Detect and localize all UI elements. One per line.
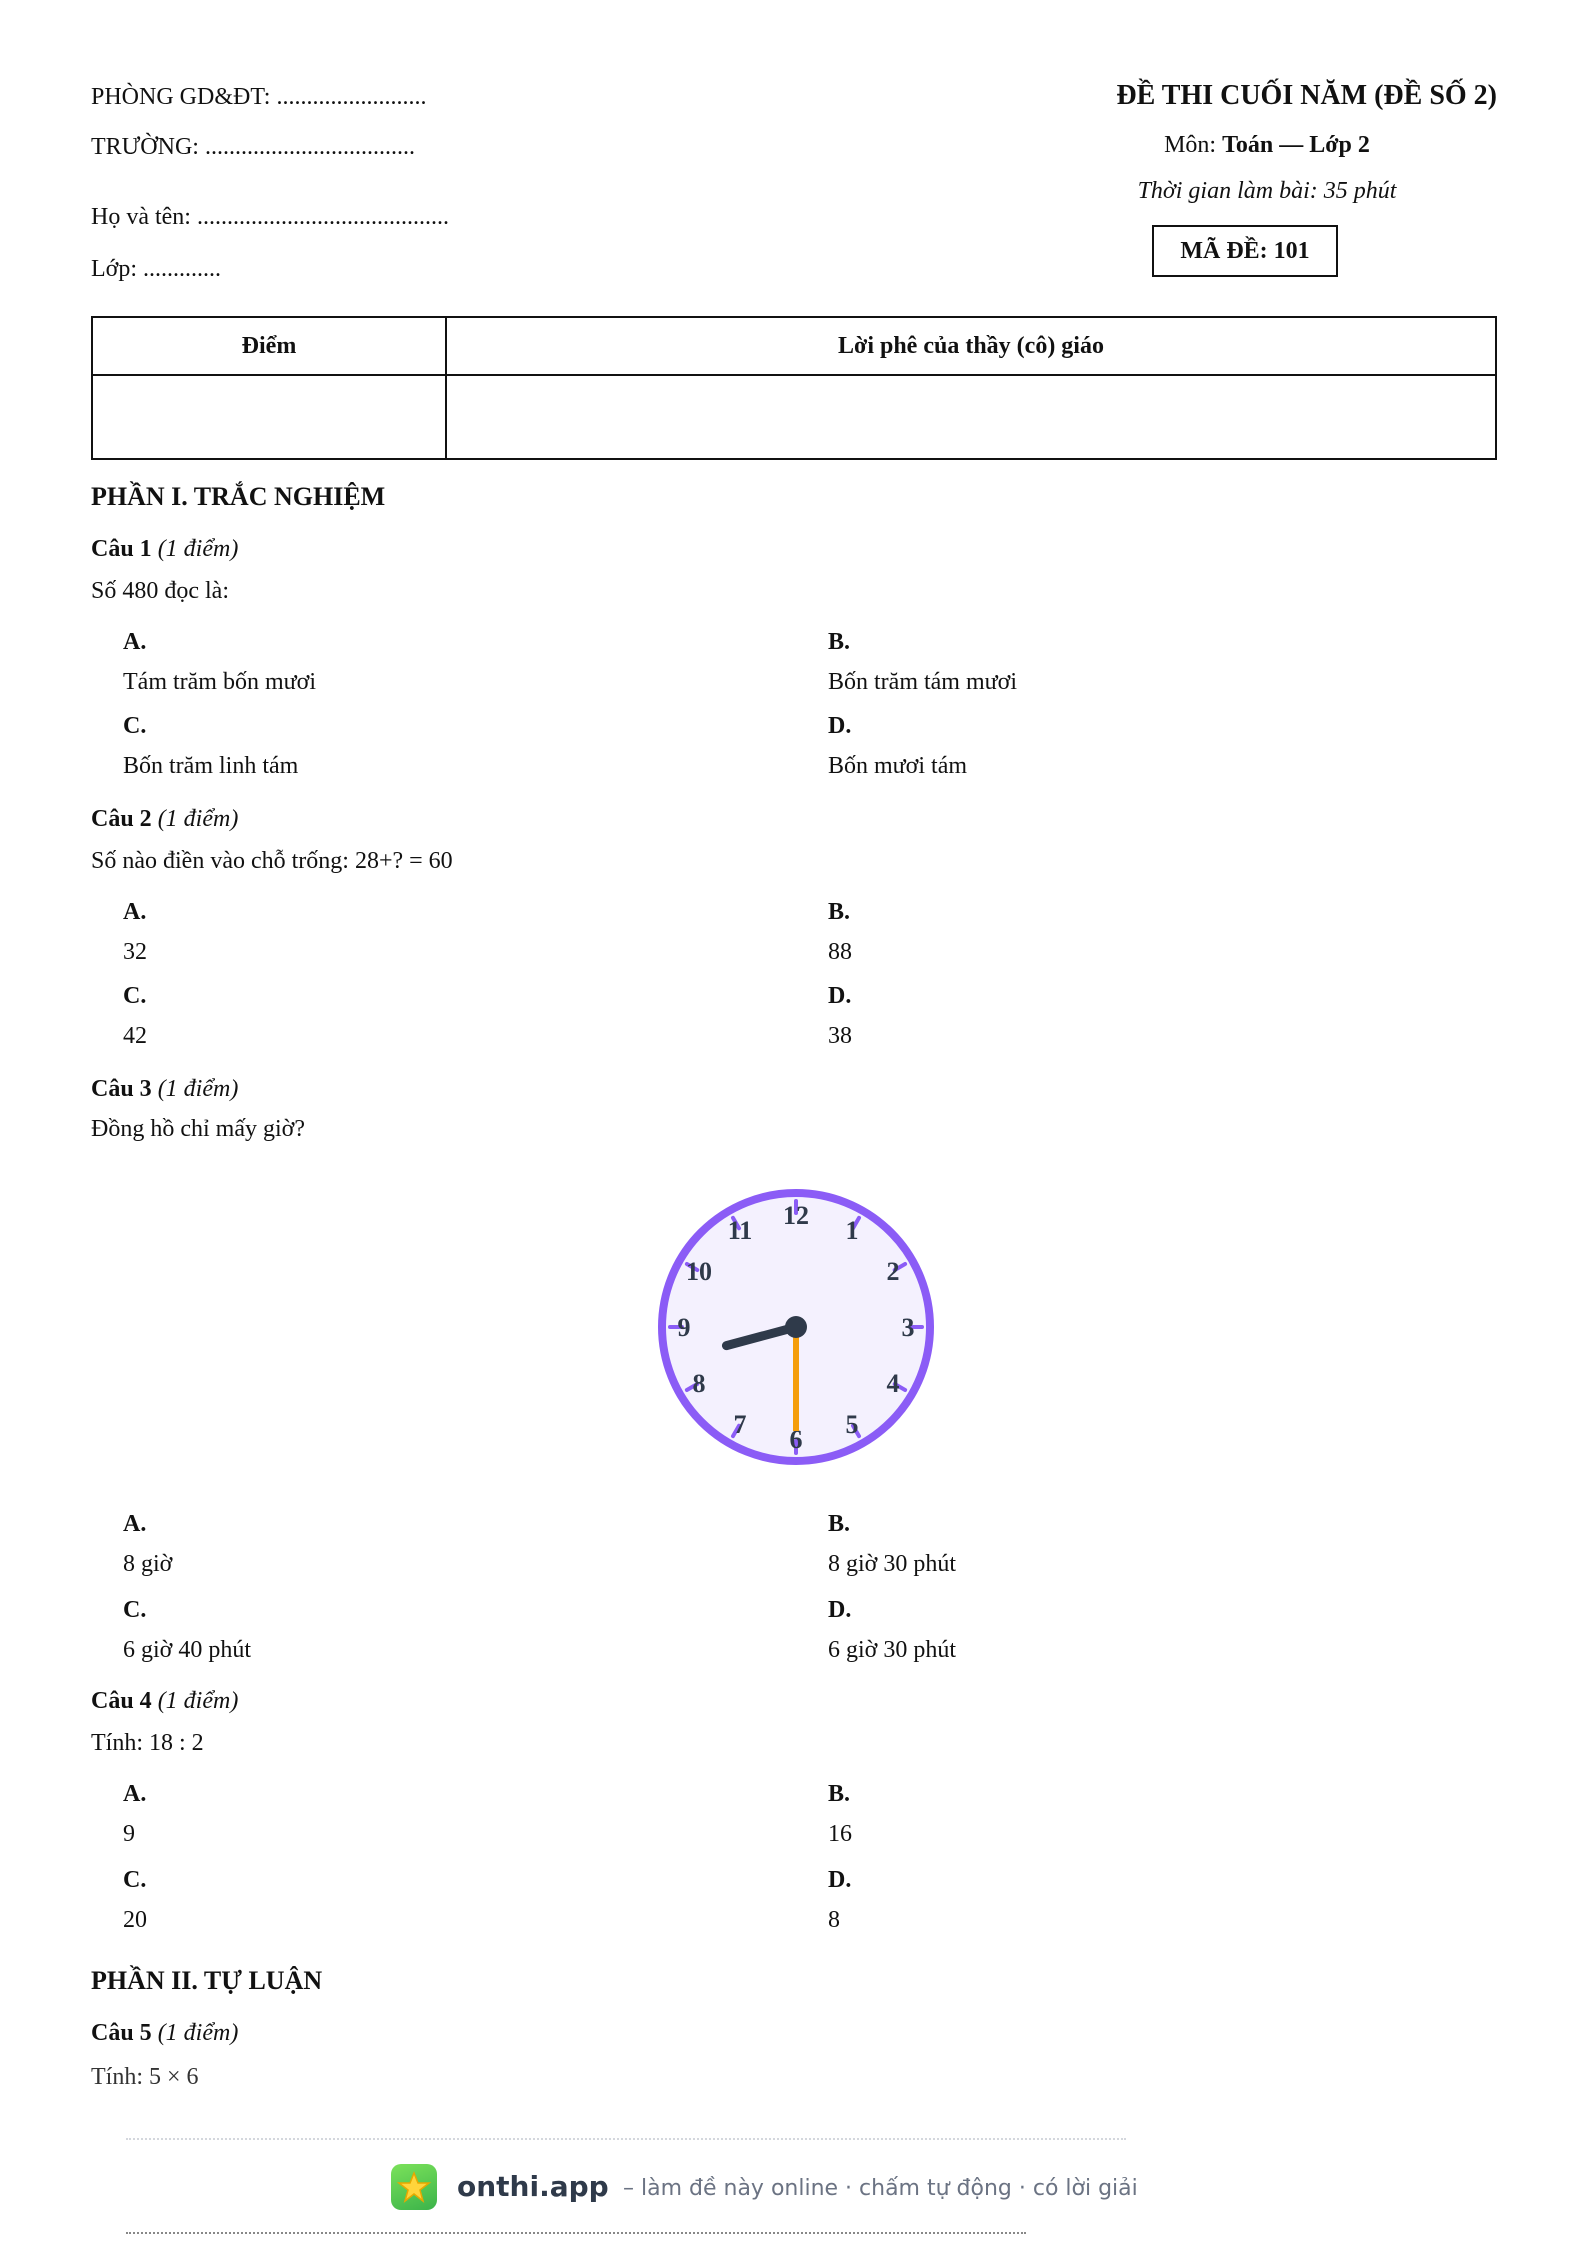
option-value: 88 — [828, 939, 852, 965]
clock-number: 10 — [686, 1257, 713, 1286]
clock-number: 11 — [727, 1216, 753, 1246]
option-c[interactable] — [123, 976, 147, 1056]
question-label: Câu 3 — [91, 1076, 152, 1102]
option-value: 16 — [828, 1821, 852, 1847]
clock-number: 9 — [677, 1313, 691, 1342]
option-d[interactable] — [828, 706, 967, 786]
clock-number: 2 — [886, 1257, 900, 1286]
option-value: 9 — [123, 1821, 135, 1847]
option-value: 6 giờ 40 phút — [123, 1637, 252, 1663]
option-c[interactable] — [123, 706, 298, 786]
option-value: 8 giờ 30 phút — [828, 1551, 957, 1577]
option-a[interactable] — [123, 892, 147, 972]
subject-name: Toán — Lớp 2 — [1222, 132, 1370, 158]
option-c[interactable] — [123, 1590, 251, 1670]
option-value: Tám trăm bốn mươi — [123, 669, 316, 695]
question-title — [91, 2020, 238, 2047]
clock-number: 1 — [845, 1216, 859, 1246]
exam-code-box: MÃ ĐỀ: 101 — [1152, 225, 1338, 277]
question-label: Câu 2 — [91, 806, 152, 832]
subject-line — [1037, 132, 1497, 159]
comment-header: Lời phê của thầy (cô) giáo — [446, 317, 1496, 375]
option-value: 42 — [123, 1023, 147, 1049]
question-title — [91, 536, 238, 563]
option-letter: A. — [123, 899, 147, 925]
clock-number: 4 — [886, 1369, 900, 1398]
clock-icon — [653, 1184, 939, 1470]
clock-number: 12 — [783, 1201, 809, 1230]
grade-table — [91, 316, 1497, 460]
option-value: 20 — [123, 1907, 147, 1933]
option-letter: D. — [828, 1597, 852, 1623]
question-points: (1 điểm) — [157, 2020, 239, 2046]
option-value: 38 — [828, 1023, 852, 1049]
option-value: 6 giờ 30 phút — [828, 1637, 957, 1663]
question-text: Tính: 18 : 2 — [91, 1730, 204, 1756]
part2-title: PHẦN II. TỰ LUẬN — [91, 1966, 323, 1995]
question-label: Câu 1 — [91, 536, 152, 562]
question-text: Tính: 5 × 6 — [91, 2064, 199, 2090]
option-b[interactable] — [828, 1774, 852, 1854]
option-letter: B. — [828, 1511, 851, 1537]
exam-title: ĐỀ THI CUỐI NĂM (ĐỀ SỐ 2) — [1116, 80, 1497, 111]
option-letter: C. — [123, 983, 147, 1009]
clock-number: 7 — [733, 1409, 747, 1439]
option-a[interactable] — [123, 1774, 146, 1854]
option-d[interactable] — [828, 976, 852, 1056]
option-value: 32 — [123, 939, 147, 965]
option-value: 8 giờ — [123, 1551, 173, 1577]
clock-number: 8 — [692, 1369, 706, 1398]
option-b[interactable] — [828, 1504, 956, 1584]
question-text: Số nào điền vào chỗ trống: 28+? = 60 — [91, 848, 453, 874]
question-points: (1 điểm) — [157, 536, 239, 562]
clock-number: 6 — [789, 1425, 803, 1454]
answer-line — [126, 2232, 1026, 2234]
option-letter: A. — [123, 1511, 147, 1537]
footer-tagline: – làm đề này online · chấm tự động · có lời giải — [623, 2176, 1138, 2201]
option-letter: B. — [828, 899, 851, 925]
clock-number: 5 — [845, 1409, 859, 1439]
comment-cell[interactable] — [446, 375, 1496, 459]
question-text: Đồng hồ chỉ mấy giờ? — [91, 1116, 305, 1142]
option-letter: D. — [828, 713, 852, 739]
score-header: Điểm — [92, 317, 446, 375]
score-cell[interactable] — [92, 375, 446, 459]
option-a[interactable] — [123, 1504, 172, 1584]
class-field: Lớp: ............. — [91, 256, 222, 282]
question-points: (1 điểm) — [157, 806, 239, 832]
question-text: Số 480 đọc là: — [91, 578, 229, 604]
question-title — [91, 1688, 238, 1715]
clock-number: 3 — [901, 1313, 915, 1342]
option-letter: B. — [828, 1781, 851, 1807]
option-letter: D. — [828, 1867, 852, 1893]
question-title — [91, 806, 238, 833]
clock-center — [785, 1316, 807, 1338]
option-d[interactable] — [828, 1860, 851, 1940]
option-a[interactable] — [123, 622, 316, 702]
option-value: Bốn trăm linh tám — [123, 753, 299, 779]
department-field: PHÒNG GD&ĐT: ......................... — [91, 84, 427, 110]
option-value: 8 — [828, 1907, 840, 1933]
option-letter: D. — [828, 983, 852, 1009]
question-points: (1 điểm) — [157, 1688, 239, 1714]
question-label: Câu 4 — [91, 1688, 152, 1714]
option-b[interactable] — [828, 622, 1017, 702]
part1-title: PHẦN I. TRẮC NGHIỆM — [91, 482, 386, 511]
option-letter: C. — [123, 1597, 147, 1623]
option-letter: A. — [123, 629, 147, 655]
option-b[interactable] — [828, 892, 852, 972]
option-value: Bốn mươi tám — [828, 753, 968, 779]
duration-line: Thời gian làm bài: 35 phút — [1137, 178, 1397, 204]
student-name-field: Họ và tên: .......................................... — [91, 204, 449, 230]
footer-divider — [126, 2138, 1126, 2140]
option-c[interactable] — [123, 1860, 147, 1940]
subject-prefix: Môn: — [1164, 132, 1223, 158]
option-letter: C. — [123, 1867, 147, 1893]
question-title — [91, 1076, 238, 1103]
option-letter: A. — [123, 1781, 147, 1807]
option-letter: C. — [123, 713, 147, 739]
school-field: TRƯỜNG: ................................... — [91, 134, 415, 160]
option-letter: B. — [828, 629, 851, 655]
option-value: Bốn trăm tám mươi — [828, 669, 1018, 695]
brand-name[interactable]: onthi.app — [457, 2170, 609, 2203]
option-d[interactable] — [828, 1590, 956, 1670]
question-label: Câu 5 — [91, 2020, 152, 2046]
star-logo-icon — [391, 2164, 437, 2210]
question-points: (1 điểm) — [157, 1076, 239, 1102]
